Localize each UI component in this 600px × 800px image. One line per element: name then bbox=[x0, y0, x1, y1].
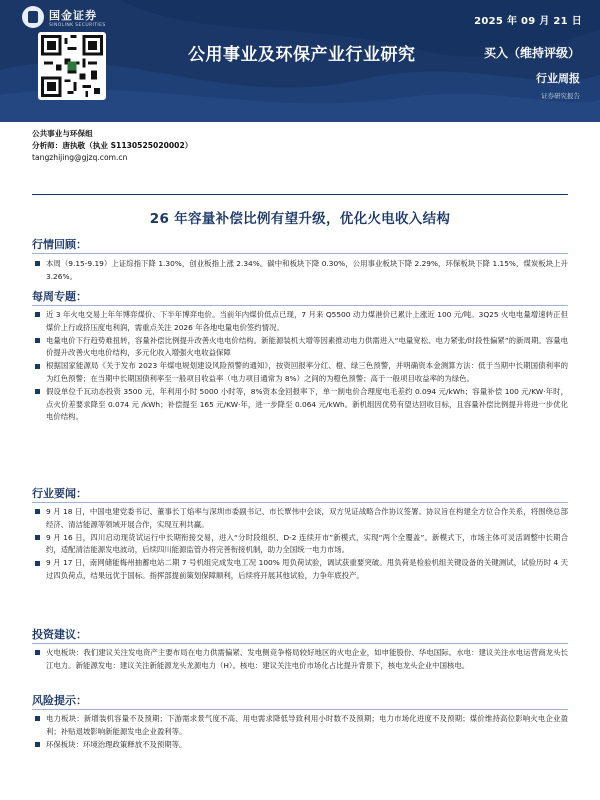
report-header bbox=[0, 0, 600, 122]
section-heading-investment-advice: 投资建议： bbox=[32, 628, 87, 641]
section-divider bbox=[32, 502, 568, 503]
section-heading-industry-news: 行业要闻： bbox=[32, 487, 87, 500]
section-heading-weekly-topic: 每周专题： bbox=[32, 290, 87, 303]
weekly-topic-list bbox=[32, 309, 568, 424]
main-title: 26 年容量补偿比例有望升级，优化火电收入结构 bbox=[149, 211, 451, 227]
bullet-square-icon bbox=[35, 561, 40, 566]
brand-name-en: SINOLINK SECURITIES bbox=[49, 22, 106, 28]
section-heading-risk-warning: 风险提示： bbox=[32, 694, 87, 707]
list-item: 假设单位千瓦动态投资 3500 元、年利用小时 5000 小时等，8%资本金回报率下，单一制电价合理度电毛差约 0.094 元/kWh；容量补偿 100 元/KW·年时，点火价差要求降至 0.074 元 /kWh；补偿提至 165 元/KW·年，进一步降至 0.064 元/kWh。新机组因优势有望达回收目标，且容量补偿比例提升将进一步优化电价结构。 bbox=[32, 386, 568, 424]
investment-rating: 买入（维持评级） bbox=[483, 46, 580, 60]
bullet-square-icon bbox=[35, 389, 40, 394]
bullet-square-icon bbox=[35, 742, 40, 747]
analyst-info bbox=[32, 128, 192, 164]
bullet-square-icon bbox=[35, 338, 40, 343]
industry-news-list bbox=[32, 506, 568, 583]
analyst-name: 分析师：唐执敬（执业 S1130525020002） bbox=[32, 141, 193, 150]
risk-warning-list bbox=[32, 713, 568, 752]
list-item: 电量电价下行趋势难扭转，容量补偿比例提升改善火电电价结构。新能源装机大增等因素推动电力供需进入“电量宽松、电力紧张/时段性偏紧”的新周期。容量电价提升改善火电电价结构，多元化收入增强火电收益保障 bbox=[32, 335, 568, 360]
section-divider bbox=[32, 253, 568, 254]
list-item: 根据国家能源局《关于发布 2023 年煤电规划建设风险预警的通知》，按资回报率分红、橙、绿三色预警，并明确资本金测算方法：低于当期中长期国债利率的为红色预警；在当期中长期国债利率至一般项目收益率（电力项目通常为 8%）之间的为橙色预警；高于一般项目收益率的为绿色。 bbox=[32, 360, 568, 385]
list-item: 9 月 17 日，南网储能梅州抽蓄电站二期 7 号机组完成发电工况 100% 甩负荷试验，调试获重要突破。甩负荷是检验机组关键设备的关键测试，试验历时 4 天过四负荷点，结果远优于国标。指挥部提前策划保障顺利，后续将开展其他试验，力争年底投产。 bbox=[32, 557, 568, 582]
research-group: 公共事业与环保组 bbox=[32, 129, 93, 138]
list-item: 近 3 年火电交易上年年博弈煤价、下半年博弈电价。当前年内煤价低点已现，7 月来 Q5500 动力煤港价已累计上涨近 100 元/吨。3Q25 火电电量增速转正但煤价上行或挤压度电利润，需重点关注 2026 年各地电量电价签约情况。 bbox=[32, 309, 568, 334]
brand-name-cn: 国金证券 bbox=[49, 8, 97, 22]
list-item: 电力板块：新增装机容量不及预期；下游需求景气度不高、用电需求降低导致利用小时数不及预期；电力市场化进度不及预期；煤价维持高位影响火电企业盈利；补贴退坡影响新能源发电企业盈利等。 bbox=[32, 713, 568, 738]
bullet-square-icon bbox=[35, 261, 40, 266]
report-series-title: 公用事业及环保产业行业研究 bbox=[188, 45, 416, 65]
bullet-square-icon bbox=[35, 535, 40, 540]
qr-code-icon bbox=[38, 32, 106, 100]
list-item: 火电板块：我们建议关注发电资产主要布局在电力供需偏紧、发电侧竞争格局较好地区的火电企业，如申能股份、华电国际。水电：建议关注水电运营商龙头长江电力。新能源发电：建议关注新能源龙头龙源电力（H）。核电：建议关注电价市场化占比提升背景下，核电龙头企业中国核电。 bbox=[32, 647, 568, 672]
list-item: 环保板块：环境治理政策释放不及预期等。 bbox=[32, 739, 568, 752]
analyst-email[interactable]: tangzhijing@gjzq.com.cn bbox=[32, 153, 128, 162]
section-divider bbox=[32, 305, 568, 306]
bullet-square-icon bbox=[35, 364, 40, 369]
bullet-square-icon bbox=[35, 716, 40, 721]
brand-logo-icon bbox=[22, 6, 44, 28]
report-date: 2025 年 09 月 21 日 bbox=[474, 16, 582, 27]
bullet-square-icon bbox=[35, 312, 40, 317]
section-divider bbox=[32, 709, 568, 710]
bullet-square-icon bbox=[35, 509, 40, 514]
section-divider bbox=[32, 643, 568, 644]
section-heading-market-review: 行情回顾： bbox=[32, 238, 87, 251]
brand-logo bbox=[22, 6, 106, 28]
list-item: 9 月 16 日，四川启动现货试运行中长期衔接交易，进入“分时段组织、D-2 连续开市”新模式，实现“两个全覆盖”。新模式下，市场主体可灵活调整中长期合约，适配清洁能源发电波动，后续四川能源监管办将完善衔接机制，助力全国统一电力市场。 bbox=[32, 532, 568, 557]
market-review-list bbox=[32, 258, 568, 284]
bullet-square-icon bbox=[35, 650, 40, 655]
list-item: 9 月 18 日，中国电建党委书记、董事长丁焰率与深圳市委副书记、市长覃伟中会谈，双方见证战略合作协议签署。协议旨在构建全方位合作关系，将围绕总部经济、清洁能源等领域开展合作，实现互利共赢。 bbox=[32, 506, 568, 531]
report-category: 证券研究报告 bbox=[541, 92, 580, 100]
investment-advice-list bbox=[32, 647, 568, 673]
list-item: 本周（9.15-9.19）上证综指下降 1.30%，创业板指上涨 2.34%。碳中和板块下降 0.30%，公用事业板块下降 2.29%，环保板块下降 1.15%，煤炭板块上升 3.26%。 bbox=[32, 258, 568, 283]
header-divider bbox=[32, 194, 568, 195]
report-type: 行业周报 bbox=[536, 72, 580, 85]
